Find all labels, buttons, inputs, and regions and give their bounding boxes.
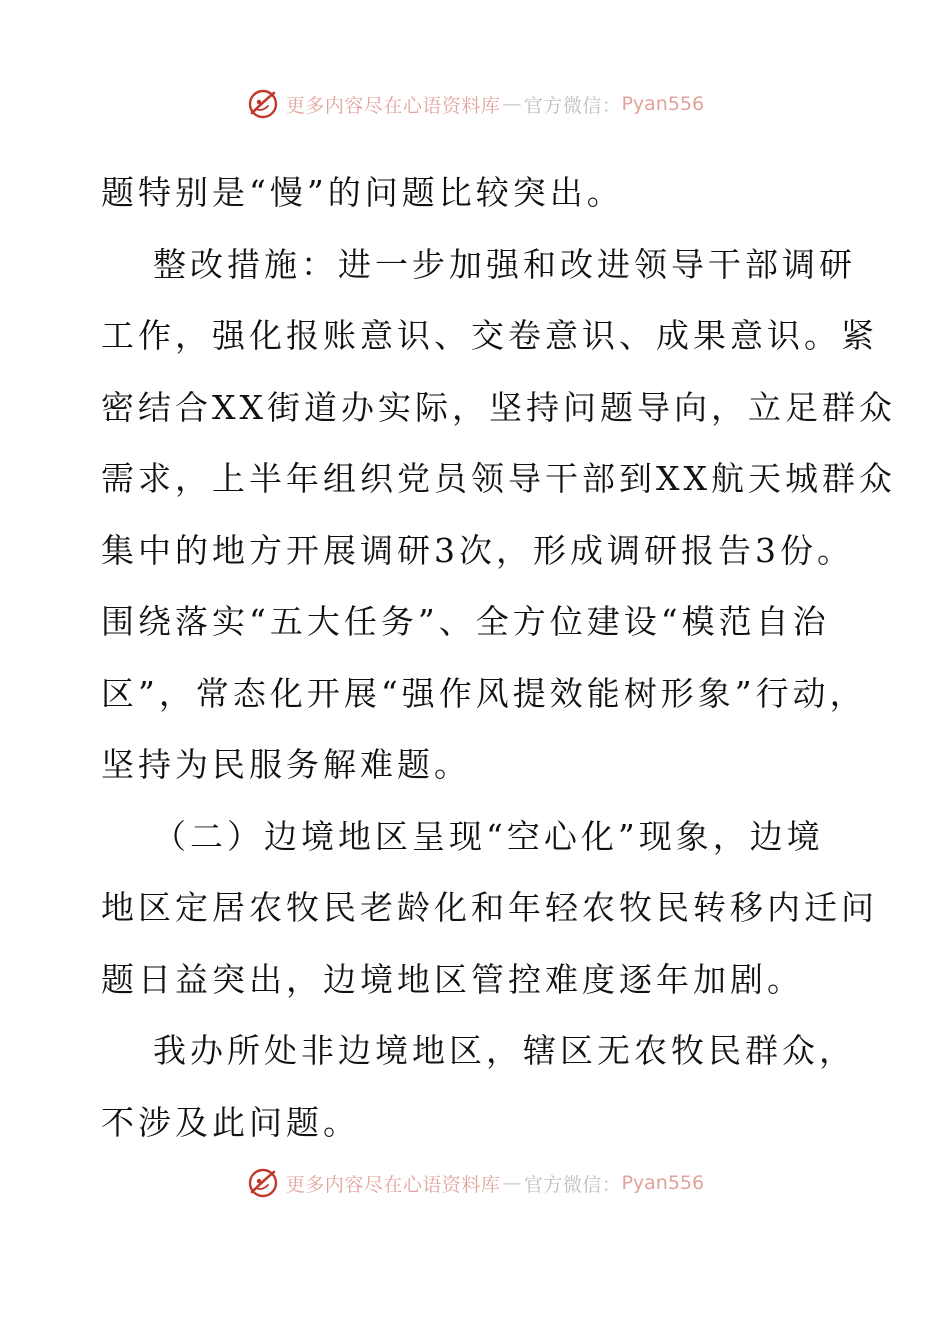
text-line: 工作，强化报账意识、交卷意识、成果意识。紧 [101, 316, 878, 355]
paragraph-not-applicable [101, 1015, 861, 1158]
watermark-separator: — [502, 1172, 522, 1194]
text-line: 集中的地方开展调研3次，形成调研报告3份。 [101, 530, 854, 570]
text-line: 不涉及此问题。 [101, 1102, 360, 1142]
paragraph-rectification [101, 229, 896, 801]
text-line: 题日益突出，边境地区管控难度逐年加剧。 [101, 959, 804, 999]
watermark-wechat-id: Pyan556 [621, 93, 705, 115]
watermark-wechat-id: Pyan556 [621, 1172, 705, 1194]
paragraph-continuation [101, 157, 861, 229]
pen-logo-icon [246, 1166, 280, 1200]
paragraph-border-issue [101, 801, 878, 1016]
text-line: 需求，上半年组织党员领导干部到XX航天城群众 [101, 459, 896, 498]
text-line: 围绕落实“五大任务”、全方位建设“模范自治 [101, 602, 830, 641]
header-watermark [0, 84, 950, 124]
watermark-separator: — [502, 93, 522, 115]
watermark-label: 官方微信： [523, 94, 622, 117]
text-line: 地区定居农牧民老龄化和年轻农牧民转移内迁问 [101, 888, 878, 927]
pen-logo-icon [246, 87, 280, 121]
text-line: 坚持为民服务解难题。 [101, 745, 471, 784]
text-line: 题特别是“慢”的问题比较突出。 [101, 173, 624, 212]
watermark-main-text: 更多内容尽在心语资料库 [285, 1173, 501, 1196]
watermark-main-text: 更多内容尽在心语资料库 [285, 94, 501, 117]
text-line: 区”，常态化开展“强作风提效能树形象”行动， [101, 673, 867, 713]
watermark-label: 官方微信： [523, 1173, 622, 1196]
text-line: 密结合XX街道办实际，坚持问题导向，立足群众 [101, 387, 896, 427]
document-body [101, 157, 896, 1158]
text-line: 我办所处非边境地区，辖区无农牧民群众， [153, 1031, 856, 1070]
footer-watermark [0, 1163, 950, 1203]
text-line: （二）边境地区呈现“空心化”现象，边境 [153, 816, 824, 856]
text-line: 整改措施：进一步加强和改进领导干部调研 [153, 244, 856, 284]
